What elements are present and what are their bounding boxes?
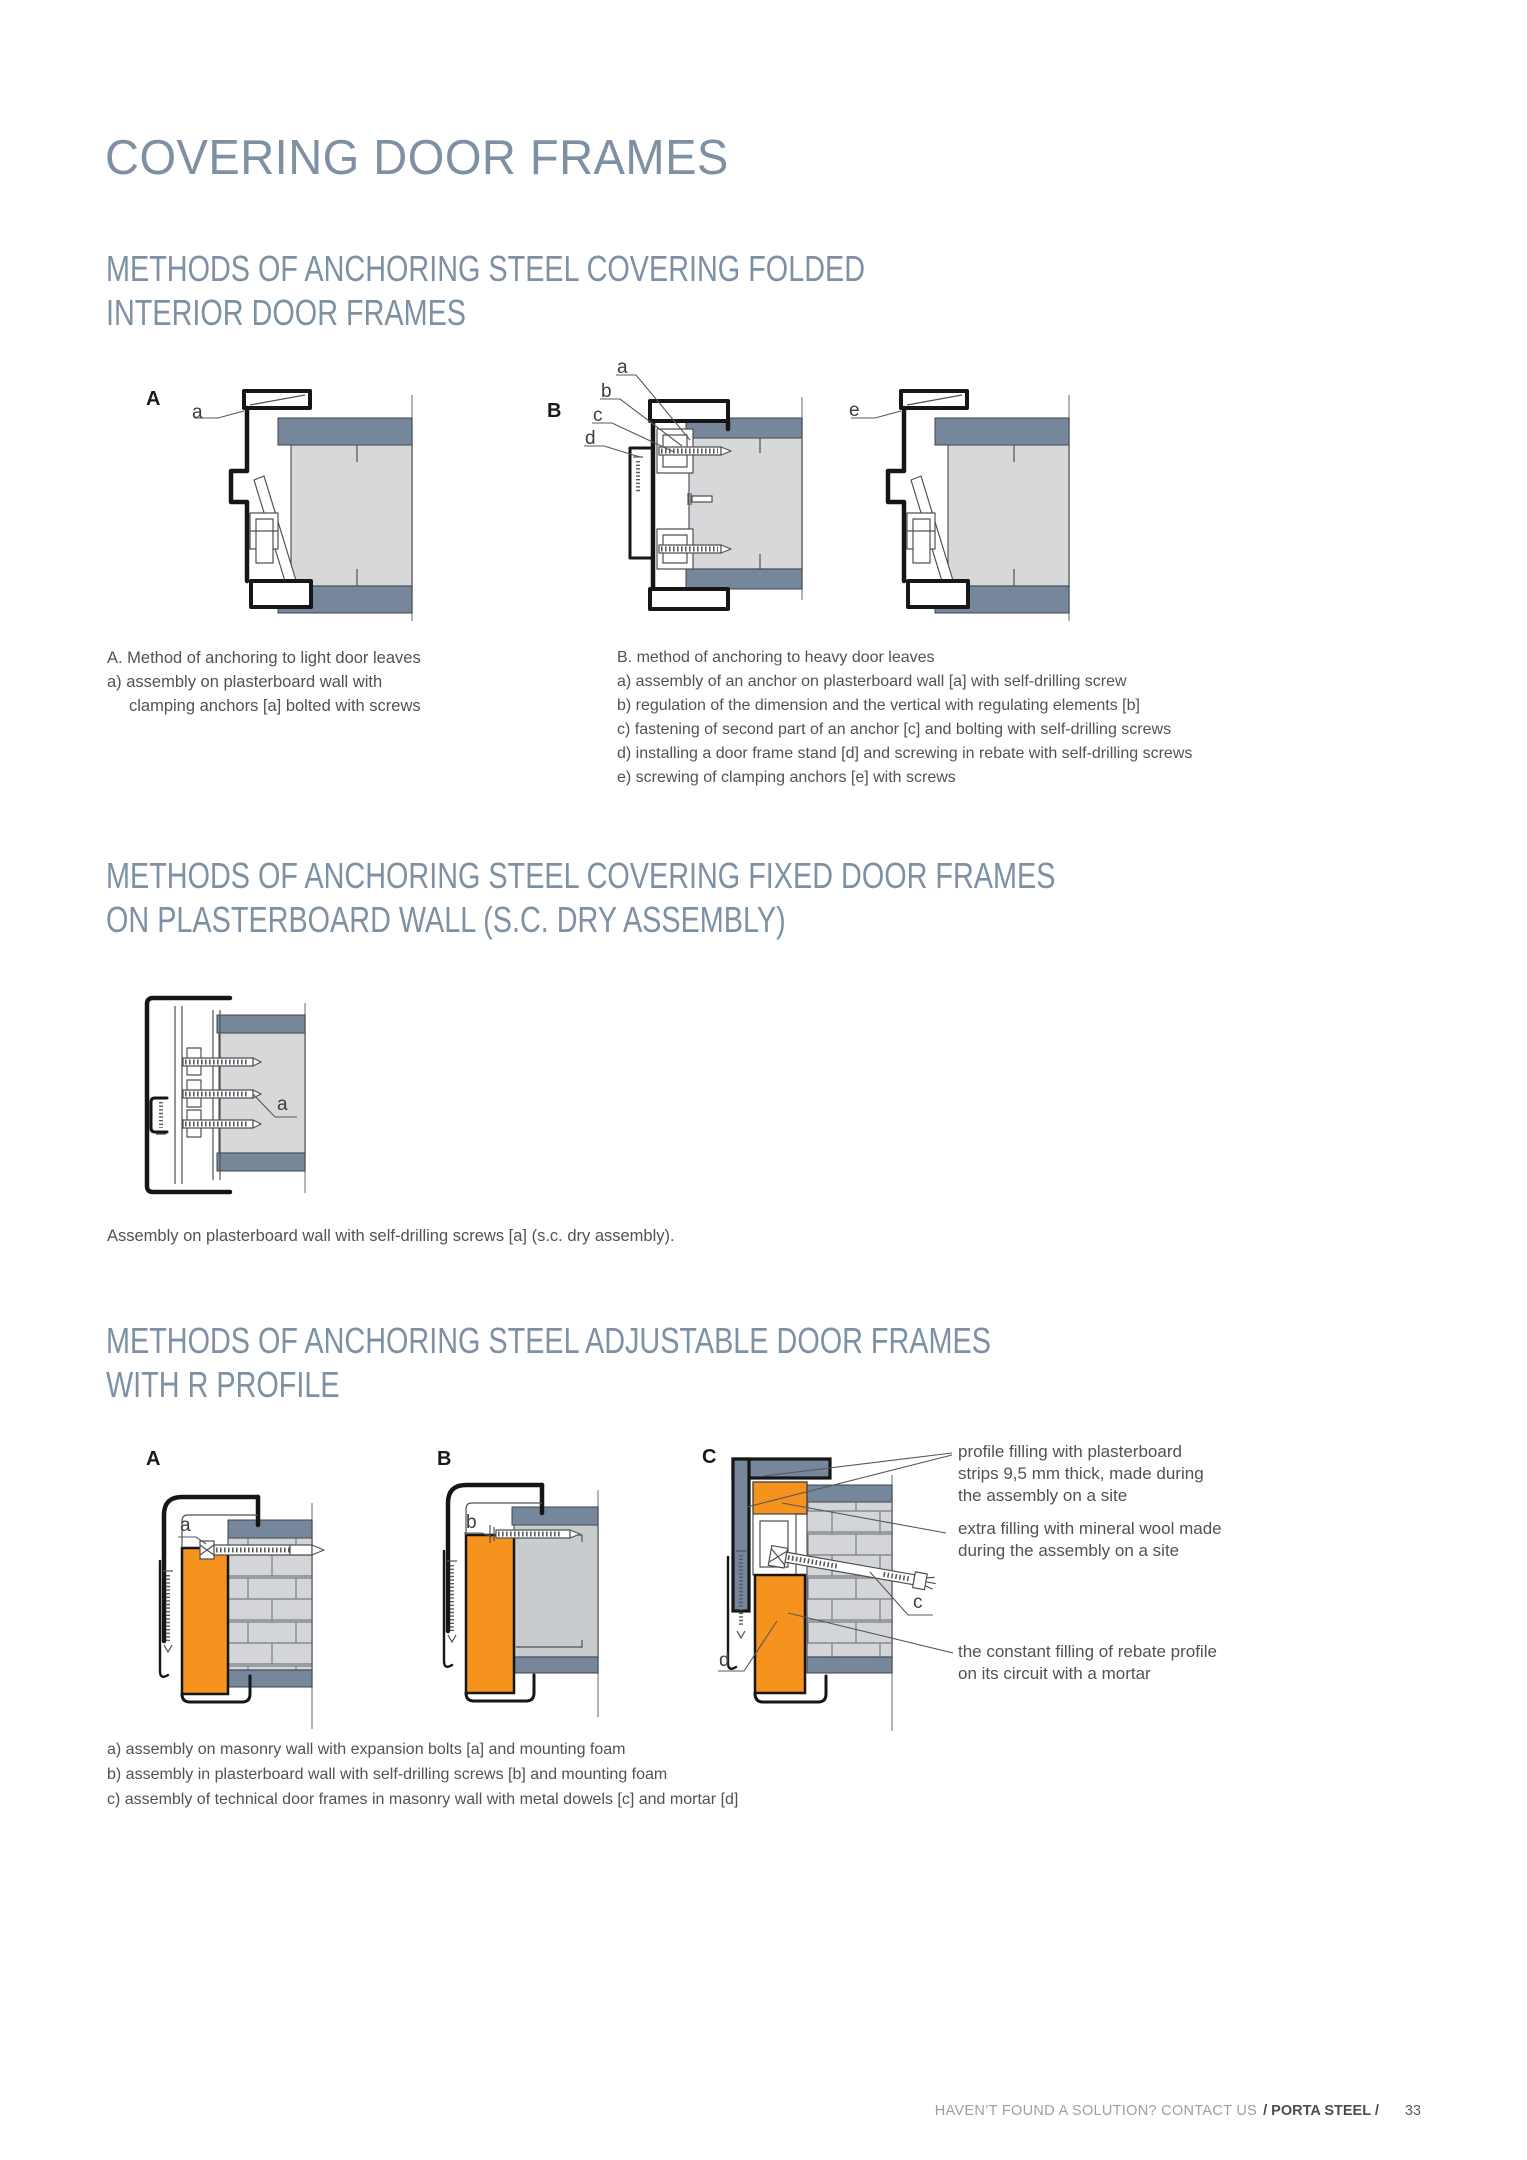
part-label-a: a	[180, 1515, 191, 1536]
footer-brand: / PORTA STEEL /	[1263, 2103, 1379, 2119]
figure-label-B: B	[437, 1448, 452, 1470]
caption-line: b) assembly in plasterboard wall with self-drilling screws [b] and mounting foam	[107, 1766, 668, 1783]
caption-line: e) screwing of clamping anchors [e] with screws	[617, 769, 956, 786]
figure-label-A: A	[146, 388, 161, 410]
figure-label-B: B	[547, 400, 562, 422]
annotation-line: on its circuit with a mortar	[958, 1664, 1151, 1683]
caption-line: clamping anchors [a] bolted with screws	[129, 697, 421, 715]
figure-clamping-anchors	[797, 385, 1087, 630]
part-label-d: d	[719, 1650, 730, 1671]
frame-section-drawing	[140, 1445, 430, 1735]
frame-section-drawing	[430, 1445, 720, 1735]
annotation-line: profile filling with plasterboard	[958, 1442, 1182, 1461]
caption-line: a) assembly on masonry wall with expansion bolts [a] and mounting foam	[107, 1741, 626, 1758]
annotation-mineral-wool	[958, 1518, 1222, 1562]
frame-section-drawing	[135, 990, 325, 1205]
part-label-b: b	[601, 381, 612, 402]
part-label-a: a	[192, 402, 203, 423]
annotation-line: the assembly on a site	[958, 1486, 1128, 1505]
heading-line: METHODS OF ANCHORING STEEL COVERING FIXED DOOR FRAMES	[106, 855, 1056, 896]
page-number: 33	[1404, 2103, 1421, 2119]
annotation-mortar-filling	[958, 1641, 1217, 1685]
caption-method-b	[617, 646, 1192, 790]
figure-anchoring-heavy-leaves	[540, 345, 810, 615]
footer-contact-text: HAVEN’T FOUND A SOLUTION? CONTACT US	[934, 2103, 1258, 2119]
part-label-e: e	[849, 400, 860, 421]
page-title: COVERING DOOR FRAMES	[105, 131, 729, 185]
figure-r-profile-masonry	[140, 1445, 430, 1735]
caption-method-a	[107, 646, 421, 718]
heading-line: WITH R PROFILE	[106, 1364, 340, 1405]
part-label-c: c	[913, 1592, 923, 1613]
section3-heading	[106, 1319, 991, 1407]
frame-section-drawing	[540, 345, 810, 615]
caption-line: B. method of anchoring to heavy door leaves	[617, 649, 935, 666]
heading-line: ON PLASTERBOARD WALL (S.C. DRY ASSEMBLY)	[106, 899, 786, 940]
caption-line: a) assembly on plasterboard wall with	[107, 673, 383, 691]
part-label-a: a	[277, 1094, 288, 1115]
annotation-plasterboard-strips	[958, 1441, 1204, 1507]
part-label-d: d	[585, 428, 596, 449]
heading-line: METHODS OF ANCHORING STEEL COVERING FOLDED	[106, 248, 866, 289]
caption-line: c) assembly of technical door frames in masonry wall with metal dowels [c] and mortar [d]	[107, 1791, 739, 1808]
annotation-line: strips 9,5 mm thick, made during	[958, 1464, 1204, 1483]
heading-line: INTERIOR DOOR FRAMES	[106, 292, 467, 333]
annotation-line: the constant filling of rebate profile	[958, 1642, 1217, 1661]
frame-section-drawing	[797, 385, 1087, 630]
heading-line: METHODS OF ANCHORING STEEL ADJUSTABLE DOOR FRAMES	[106, 1320, 991, 1361]
part-label-a: a	[617, 357, 628, 378]
section2-heading	[106, 854, 1055, 942]
section1-heading	[106, 247, 865, 335]
caption-line: a) assembly of an anchor on plasterboard wall [a] with self-drilling screw	[617, 673, 1127, 690]
part-label-b: b	[466, 1512, 477, 1533]
frame-section-drawing	[140, 385, 430, 630]
figure-r-profile-plasterboard	[430, 1445, 720, 1735]
caption-line: c) fastening of second part of an anchor [c] and bolting with self-drilling screws	[617, 721, 1172, 738]
caption-line: b) regulation of the dimension and the vertical with regulating elements [b]	[617, 697, 1140, 714]
figure-label-A: A	[146, 1448, 161, 1470]
caption-line: d) installing a door frame stand [d] and screwing in rebate with self-drilling screws	[617, 745, 1193, 762]
caption-r-profile	[107, 1737, 738, 1812]
annotation-line: extra filling with mineral wool made	[958, 1519, 1222, 1538]
figure-fixed-frame-dry-assembly	[135, 990, 325, 1205]
part-label-c: c	[593, 405, 603, 426]
annotation-line: during the assembly on a site	[958, 1541, 1180, 1560]
page-footer	[935, 2103, 1421, 2119]
caption-line: A. Method of anchoring to light door leaves	[107, 649, 421, 667]
caption-dry-assembly: Assembly on plasterboard wall with self-drilling screws [a] (s.c. dry assembly).	[107, 1227, 675, 1245]
figure-anchoring-light-leaves	[140, 385, 430, 630]
figure-label-C: C	[702, 1446, 717, 1468]
